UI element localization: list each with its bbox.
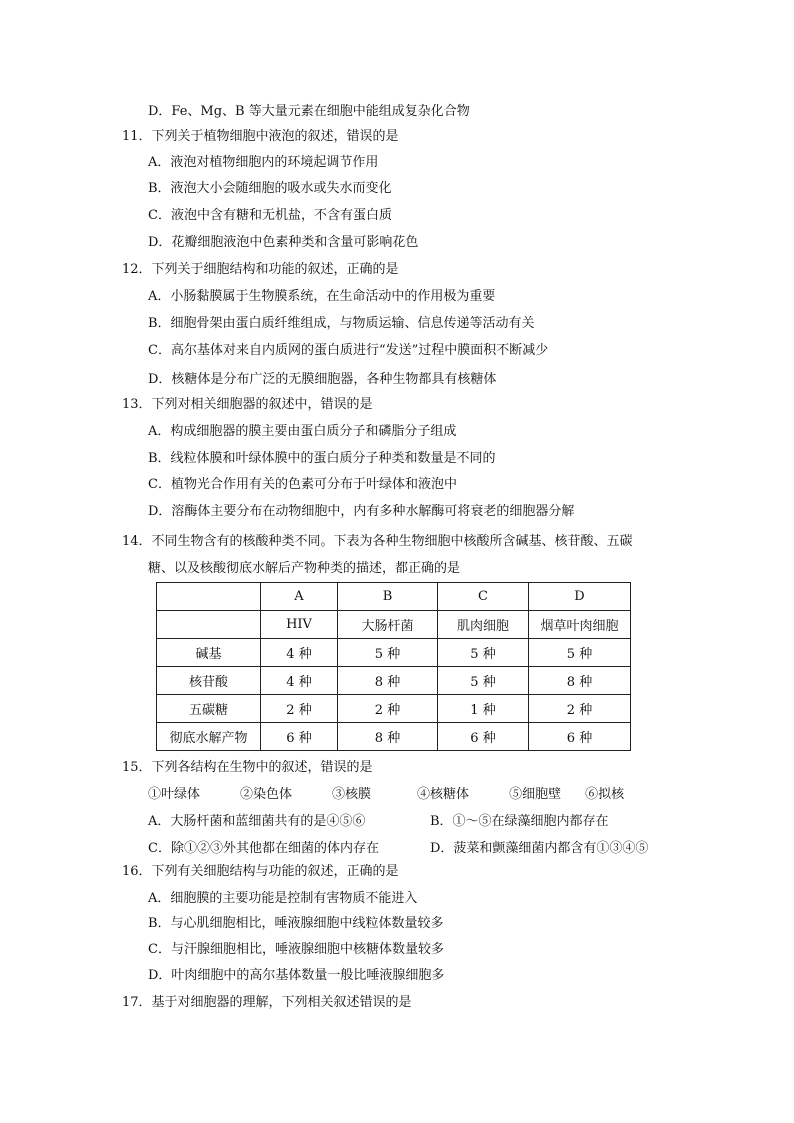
q10-option-d: D．Fe、Mg、B 等大量元素在细胞中能组成复杂化合物 <box>148 104 470 119</box>
q14-stem-line2: 糖、以及核酸彻底水解后产物种类的描述，都正确的是 <box>148 561 461 576</box>
table-cell: C <box>438 583 529 611</box>
q16-option-d: D．叶肉细胞中的高尔基体数量一般比唾液腺细胞多 <box>148 968 445 983</box>
table-header-row-organisms <box>157 611 631 639</box>
table-cell: B <box>338 583 438 611</box>
table-cell: A <box>261 583 338 611</box>
table-cell: 彻底水解产物 <box>157 723 261 751</box>
q16-stem: 16．下列有关细胞结构与功能的叙述，正确的是 <box>122 864 399 879</box>
table-cell: 6 种 <box>261 723 338 751</box>
q14-stem-line1: 14．不同生物含有的核酸种类不同。下表为各种生物细胞中核酸所含碱基、核苷酸、五碳 <box>122 534 633 549</box>
q11-stem: 11．下列关于植物细胞中液泡的叙述，错误的是 <box>122 129 399 144</box>
structure-item: ④核糖体 <box>417 787 470 802</box>
structure-item: ①叶绿体 <box>148 787 201 802</box>
table-cell <box>157 611 261 639</box>
table-cell: 2 种 <box>529 695 631 723</box>
q16-option-b: B．与心肌细胞相比，唾液腺细胞中线粒体数量较多 <box>148 916 444 931</box>
table-cell: 5 种 <box>438 667 529 695</box>
table-cell: 6 种 <box>529 723 631 751</box>
structure-item: ②染色体 <box>240 787 293 802</box>
table-cell: HIV <box>261 611 338 639</box>
structure-item: ⑥拟核 <box>585 787 625 802</box>
table-cell: 5 种 <box>529 639 631 667</box>
table-cell: 2 种 <box>261 695 338 723</box>
table-cell: 4 种 <box>261 667 338 695</box>
q16-option-c: C．与汗腺细胞相比，唾液腺细胞中核糖体数量较多 <box>148 942 444 957</box>
table-cell: 8 种 <box>529 667 631 695</box>
q13-option-c: C．植物光合作用有关的色素可分布于叶绿体和液泡中 <box>148 477 457 492</box>
q11-option-b: B．液泡大小会随细胞的吸水或失水而变化 <box>148 181 392 196</box>
table-cell: 肌肉细胞 <box>438 611 529 639</box>
table-cell: 核苷酸 <box>157 667 261 695</box>
table-row <box>157 695 631 723</box>
q13-option-d: D．溶酶体主要分布在动物细胞中，内有多种水解酶可将衰老的细胞器分解 <box>148 504 575 519</box>
q15-stem: 15．下列各结构在生物中的叙述，错误的是 <box>122 760 373 775</box>
table-cell <box>157 583 261 611</box>
q12-stem: 12．下列关于细胞结构和功能的叙述，正确的是 <box>122 262 399 277</box>
q12-option-c: C．高尔基体对来自内质网的蛋白质进行“发送”过程中膜面积不断减少 <box>148 343 549 358</box>
table-cell: 1 种 <box>438 695 529 723</box>
table-cell: D <box>529 583 631 611</box>
q12-option-d: D．核糖体是分布广泛的无膜细胞器，各种生物都具有核糖体 <box>148 372 497 387</box>
q12-option-a: A．小肠黏膜属于生物膜系统，在生命活动中的作用极为重要 <box>148 289 496 304</box>
q13-option-b: B．线粒体膜和叶绿体膜中的蛋白质分子种类和数量是不同的 <box>148 451 496 466</box>
q13-option-a: A．构成细胞器的膜主要由蛋白质分子和磷脂分子组成 <box>148 424 457 439</box>
table-cell: 6 种 <box>438 723 529 751</box>
table-cell: 8 种 <box>338 667 438 695</box>
q16-option-a: A．细胞膜的主要功能是控制有害物质不能进入 <box>148 891 418 906</box>
q13-stem: 13．下列对相关细胞器的叙述中，错误的是 <box>122 397 373 412</box>
table-cell: 碱基 <box>157 639 261 667</box>
q15-option-b: B．①～⑤在绿藻细胞内都存在 <box>430 814 609 829</box>
structure-item: ③核膜 <box>332 787 372 802</box>
q17-stem: 17．基于对细胞器的理解，下列相关叙述错误的是 <box>122 995 412 1010</box>
table-header-row-letters <box>157 583 631 611</box>
q11-option-c: C．液泡中含有糖和无机盐，不含有蛋白质 <box>148 208 392 223</box>
q15-option-d: D．菠菜和颤藻细菌内都含有①③④⑤ <box>430 841 649 856</box>
table-cell: 五碳糖 <box>157 695 261 723</box>
table-row <box>157 639 631 667</box>
q15-option-a: A．大肠杆菌和蓝细菌共有的是④⑤⑥ <box>148 814 366 829</box>
table-cell: 烟草叶肉细胞 <box>529 611 631 639</box>
table-cell: 4 种 <box>261 639 338 667</box>
table-row <box>157 667 631 695</box>
table-cell: 5 种 <box>338 639 438 667</box>
table-row <box>157 723 631 751</box>
table-cell: 8 种 <box>338 723 438 751</box>
q15-structure-list <box>148 786 624 804</box>
q11-option-d: D．花瓣细胞液泡中色素种类和含量可影响花色 <box>148 235 419 250</box>
q12-option-b: B．细胞骨架由蛋白质纤维组成，与物质运输、信息传递等活动有关 <box>148 316 535 331</box>
q15-option-c: C．除①②③外其他都在细菌的体内存在 <box>148 841 379 856</box>
table-cell: 大肠杆菌 <box>338 611 438 639</box>
structure-item: ⑤细胞壁 <box>509 787 562 802</box>
table-cell: 5 种 <box>438 639 529 667</box>
table-cell: 2 种 <box>338 695 438 723</box>
nucleic-acid-table <box>156 582 631 751</box>
q11-option-a: A．液泡对植物细胞内的环境起调节作用 <box>148 155 379 170</box>
